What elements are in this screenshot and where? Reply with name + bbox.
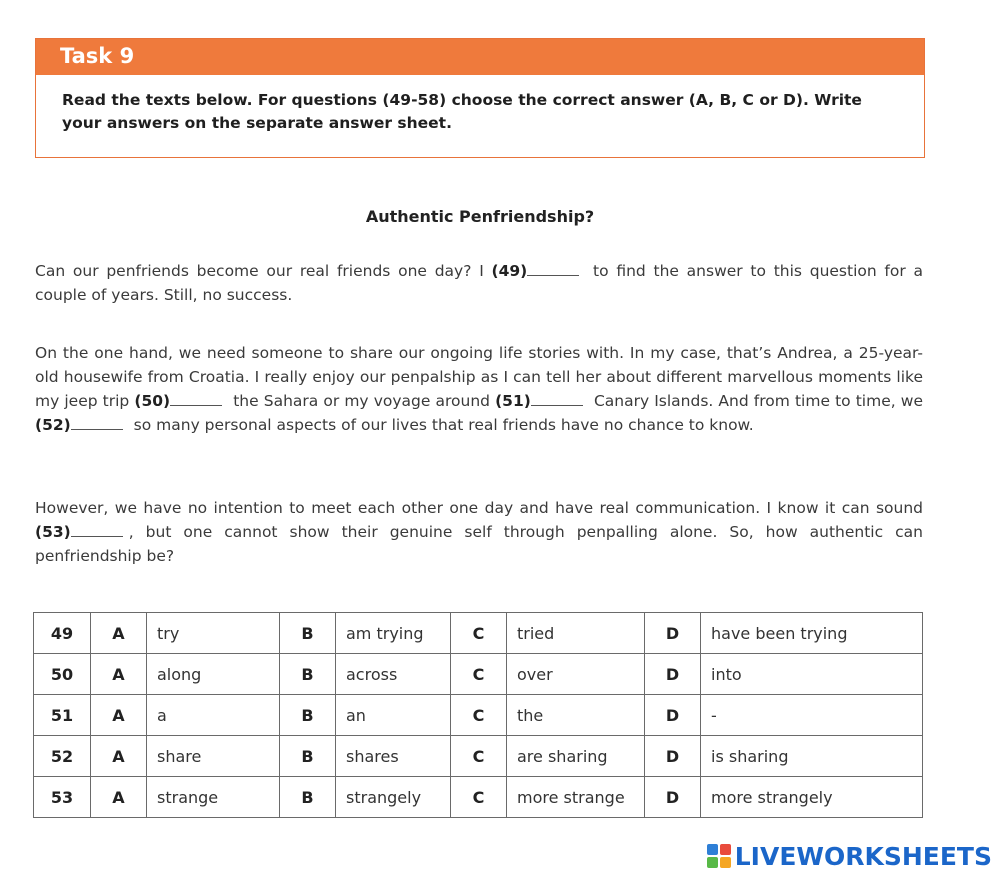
task-instruction: Read the texts below. For questions (49-58) choose the correct answer (A, B, C or D). Write your answers on the separate answer sheet. [62, 91, 862, 132]
option-a[interactable]: try [147, 613, 280, 654]
option-c[interactable]: tried [507, 613, 645, 654]
paragraph-2: On the one hand, we need someone to share our ongoing life stories with. In my case, that’s Andrea, a 25-year-old housewife from Croatia. I really enjoy our penpalship as I can tell her about different marvellous moments like my jeep trip (50) the Sahara or my voyage around (51) Canary Islands. And from time to time, we (52) so many personal aspects of our lives that real friends have no chance to know. [35, 344, 923, 434]
option-d[interactable]: - [701, 695, 923, 736]
question-52-label: (52) [35, 416, 71, 434]
question-number: 52 [34, 736, 91, 777]
option-b[interactable]: shares [336, 736, 451, 777]
option-d[interactable]: more strangely [701, 777, 923, 818]
option-b[interactable]: strangely [336, 777, 451, 818]
gap-49[interactable] [527, 265, 579, 276]
option-letter: C [451, 695, 507, 736]
option-c[interactable]: over [507, 654, 645, 695]
option-letter: D [645, 777, 701, 818]
logo-square-icon [720, 844, 731, 855]
table-row [34, 777, 923, 818]
option-letter: B [280, 695, 336, 736]
option-d[interactable]: into [701, 654, 923, 695]
option-letter: A [91, 695, 147, 736]
question-51-label: (51) [495, 392, 531, 410]
logo-square-icon [720, 857, 731, 868]
option-c[interactable]: are sharing [507, 736, 645, 777]
logo-square-icon [707, 857, 718, 868]
options-table [33, 612, 923, 818]
option-letter: A [91, 736, 147, 777]
question-53-label: (53) [35, 523, 71, 541]
table-row [34, 654, 923, 695]
option-c[interactable]: more strange [507, 777, 645, 818]
option-a[interactable]: share [147, 736, 280, 777]
option-d[interactable]: is sharing [701, 736, 923, 777]
option-letter: C [451, 777, 507, 818]
option-letter: B [280, 613, 336, 654]
option-letter: C [451, 613, 507, 654]
liveworksheets-logo [707, 841, 992, 871]
paragraph-1: Can our penfriends become our real friends one day? I (49) to find the answer to this question for a couple of years. Still, no success. [35, 262, 923, 304]
option-letter: C [451, 654, 507, 695]
question-50-label: (50) [134, 392, 171, 410]
gap-52[interactable] [71, 419, 123, 430]
option-letter: A [91, 654, 147, 695]
question-49-label: (49) [491, 262, 528, 280]
option-letter: B [280, 736, 336, 777]
question-number: 51 [34, 695, 91, 736]
option-a[interactable]: a [147, 695, 280, 736]
question-number: 53 [34, 777, 91, 818]
logo-square-icon [707, 844, 718, 855]
option-a[interactable]: along [147, 654, 280, 695]
paragraph-3: However, we have no intention to meet each other one day and have real communication. I know it can sound (53) , but one cannot show their genuine self through penpalling alone. So, how authentic can penfriendship be? [35, 499, 923, 565]
gap-51[interactable] [531, 395, 583, 406]
option-letter: D [645, 654, 701, 695]
table-row [34, 736, 923, 777]
option-letter: D [645, 736, 701, 777]
option-letter: A [91, 613, 147, 654]
question-number: 50 [34, 654, 91, 695]
gap-53[interactable] [71, 526, 123, 537]
task-label: Task 9 [36, 39, 924, 75]
table-row [34, 695, 923, 736]
table-row [34, 613, 923, 654]
option-letter: A [91, 777, 147, 818]
option-b[interactable]: am trying [336, 613, 451, 654]
text-title: Authentic Penfriendship? [365, 207, 595, 226]
option-c[interactable]: the [507, 695, 645, 736]
option-letter: B [280, 654, 336, 695]
option-b[interactable]: an [336, 695, 451, 736]
option-b[interactable]: across [336, 654, 451, 695]
option-letter: C [451, 736, 507, 777]
option-a[interactable]: strange [147, 777, 280, 818]
option-letter: B [280, 777, 336, 818]
option-letter: D [645, 613, 701, 654]
gap-50[interactable] [170, 395, 222, 406]
option-d[interactable]: have been trying [701, 613, 923, 654]
question-number: 49 [34, 613, 91, 654]
brand-text: LIVEWORKSHEETS [734, 841, 992, 871]
option-letter: D [645, 695, 701, 736]
task-box [35, 38, 925, 158]
liveworksheets-icon [707, 844, 731, 868]
